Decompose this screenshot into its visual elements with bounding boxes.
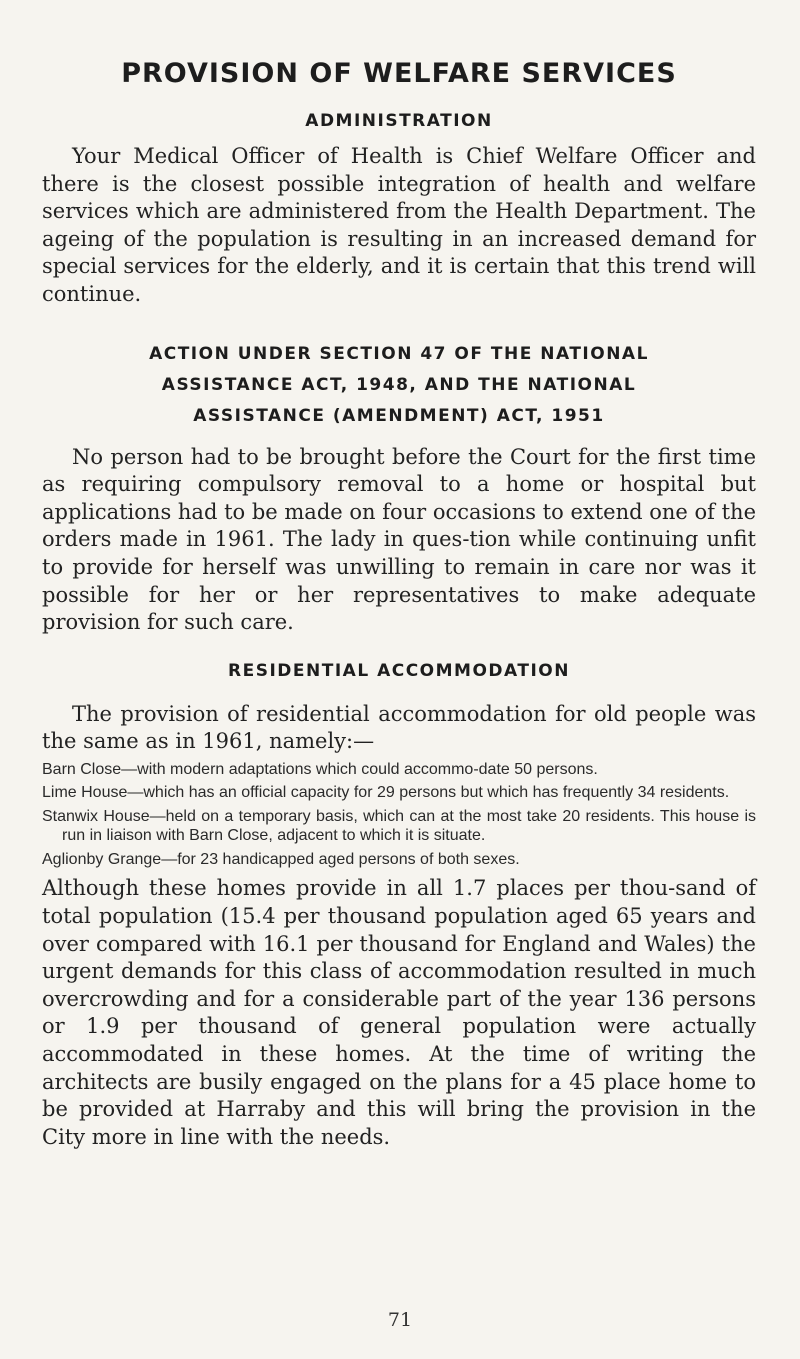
list-item-aglionby-grange: Aglionby Grange—for 23 handicapped aged persons of both sexes.: [42, 850, 520, 868]
paragraph-action: No person had to be brought before the Court for the first time as requiring compulsory removal to a home or hospital but applications had to be made on four occasions to extend one of the orders made in 1961. The lady in ques-tion while continuing unfit to provide for herself was unwilling to remain in care nor was it possible for her or her representatives to make adequate provision for such care.: [42, 444, 756, 635]
heading-action-line-3: ASSISTANCE (AMENDMENT) ACT, 1951: [193, 405, 605, 426]
paragraph-residential-closing: Although these homes provide in all 1.7 places per thou-sand of total population (15.4 per thousand population aged 65 years and over compared with 16.1 per thousand for England and Wales) the urgent demands for this class of accommodation resulted in much overcrowding and for a considerable part of the year 136 persons or 1.9 per thousand of general population were actually accommodated in these homes. At the time of writing the architects are busily engaged on the plans for a 45 place home to be provided at Harraby and this will bring the provision in the City more in line with the needs.: [42, 876, 756, 1149]
page-number: 71: [387, 1309, 413, 1331]
list-item-barn-close: Barn Close—with modern adaptations which could accommo-date 50 persons.: [42, 760, 598, 778]
heading-action-section-47: [42, 339, 756, 432]
heading-administration: ADMINISTRATION: [305, 111, 493, 131]
paragraph-residential-intro: The provision of residential accommodation for old people was the same as in 1961, namely:—: [42, 701, 756, 754]
heading-action-line-2: ASSISTANCE ACT, 1948, AND THE NATIONAL: [161, 374, 637, 395]
list-item-lime-house: Lime House—which has an official capacity for 29 persons but which has frequently 34 residents.: [42, 784, 730, 802]
heading-action-line-1: ACTION UNDER SECTION 47 OF THE NATIONAL: [149, 343, 649, 364]
paragraph-administration: Your Medical Officer of Health is Chief Welfare Officer and there is the closest possible integration of health and welfare services which are administered from the Health Department. The ageing of the population is resulting in an increased demand for special services for the elderly, and it is certain that this trend will continue.: [42, 144, 756, 306]
heading-residential-accommodation: RESIDENTIAL ACCOMMODATION: [228, 660, 570, 681]
list-item-stanwix-house: Stanwix House—held on a temporary basis, which can at the most take 20 residents. This house is run in liaison with Barn Close, adjacent to which it is situate.: [42, 807, 756, 845]
page-title: PROVISION OF WELFARE SERVICES: [121, 58, 677, 89]
homes-list: [42, 760, 756, 870]
